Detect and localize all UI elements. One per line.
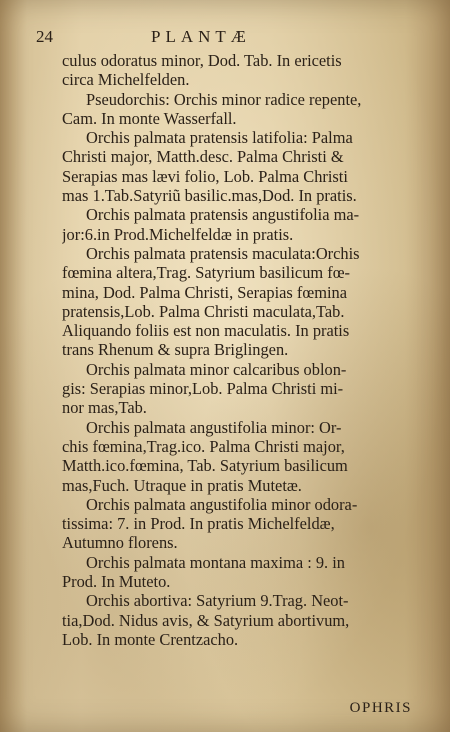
page-number: 24 bbox=[36, 27, 53, 46]
text-line: Prod. In Muteto. bbox=[62, 572, 171, 592]
text-line: mina, Dod. Palma Christi, Serapias fœmina bbox=[62, 282, 347, 302]
page-header bbox=[36, 26, 430, 48]
text-line: jor:6.in Prod.Michelfeldæ in pratis. bbox=[62, 224, 294, 244]
text-line: Autumno florens. bbox=[62, 533, 178, 553]
text-line: Lob. In monte Crentzacho. bbox=[62, 629, 239, 649]
text-line: Cam. In monte Wasserfall. bbox=[62, 108, 237, 128]
text-line: fœmina altera,Trag. Satyrium basilicum fœ- bbox=[62, 263, 350, 283]
text-line: mas 1.Tab.Satyriũ basilic.mas,Dod. In pratis. bbox=[62, 186, 357, 206]
text-line: pratensis,Lob. Palma Christi maculata,Tab. bbox=[62, 301, 345, 321]
text-line: culus odoratus minor, Dod. Tab. In ericetis bbox=[62, 51, 342, 70]
text-line: Pseudorchis: Orchis minor radice repente, bbox=[86, 89, 362, 109]
text-line: Orchis palmata minor calcaribus oblon- bbox=[86, 359, 347, 379]
text-line: gis: Serapias minor,Lob. Palma Christi mi- bbox=[62, 379, 344, 399]
text-line: Orchis palmata pratensis maculata:Orchis bbox=[86, 243, 360, 263]
text-line: mas,Fuch. Utraque in pratis Mutetæ. bbox=[62, 475, 302, 495]
text-line: Orchis palmata angustifolia minor odora- bbox=[86, 494, 358, 514]
catchword: OPHRIS bbox=[349, 700, 412, 716]
text-line: nor mas,Tab. bbox=[62, 398, 147, 418]
text-line: Matth.ico.fœmina, Tab. Satyrium basilicum bbox=[62, 456, 348, 476]
text-line: tissima: 7. in Prod. In pratis Michelfeldæ, bbox=[62, 514, 335, 534]
text-line: Orchis palmata angustifolia minor: Or- bbox=[86, 417, 342, 437]
text-line: trans Rhenum & supra Briglingen. bbox=[62, 340, 289, 360]
text-line: Christi major, Matth.desc. Palma Christi & bbox=[62, 147, 344, 167]
text-line: Serapias mas lævi folio, Lob. Palma Christi bbox=[62, 166, 348, 186]
text-line: Aliquando foliis est non maculatis. In pratis bbox=[62, 321, 350, 341]
text-line: Orchis palmata montana maxima : 9. in bbox=[86, 552, 345, 572]
text-line: Orchis abortiva: Satyrium 9.Trag. Neot- bbox=[86, 591, 349, 611]
text-line: circa Michelfelden. bbox=[62, 70, 190, 90]
text-block bbox=[62, 51, 407, 649]
text-line: chis fœmina,Trag.ico. Palma Christi major, bbox=[62, 436, 345, 456]
text-line: tia,Dod. Nidus avis, & Satyrium abortivum, bbox=[62, 610, 350, 630]
text-line: Orchis palmata pratensis latifolia: Palma bbox=[86, 128, 353, 148]
text-line: Orchis palmata pratensis angustifolia ma- bbox=[86, 205, 360, 225]
running-head: PLANTÆ bbox=[151, 27, 251, 46]
